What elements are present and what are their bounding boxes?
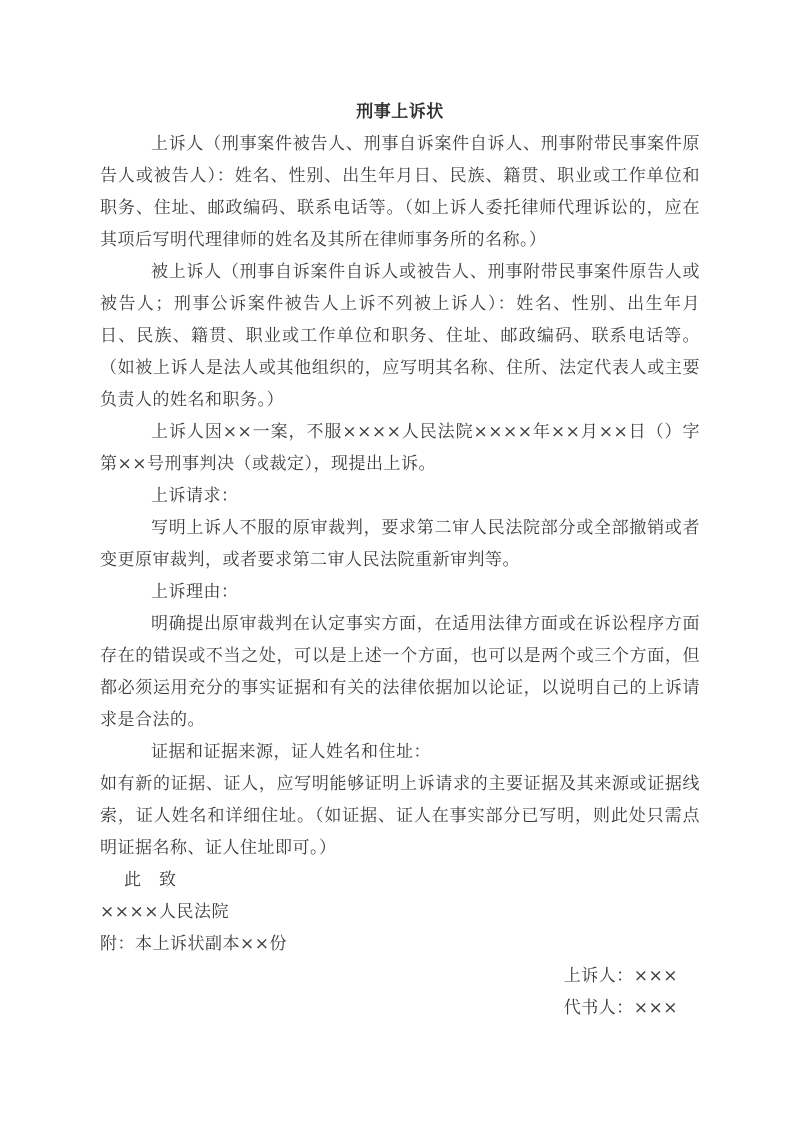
paragraph-appeal-request: 写明上诉人不服的原审裁判，要求第二审人民法院部分或全部撤销或者变更原审裁判，或者要求第二审人民法院重新审判等。	[100, 518, 700, 570]
paragraph-appellee: 被上诉人（刑事自诉案件自诉人或被告人、刑事附带民事案件原告人或被告人；刑事公诉案件被告人上诉不列被上诉人）：姓名、性别、出生年月日、民族、籍贯、职业或工作单位和职务、住址、邮政编码、联系电话等。（如被上诉人是法人或其他组织的，应写明其名称、住所、法定代表人或主要负责人的姓名和职务。）	[100, 262, 700, 410]
heading-evidence: 证据和证据来源，证人姓名和住址：	[151, 742, 431, 762]
heading-appeal-reasons: 上诉理由：	[151, 582, 239, 602]
paragraph-appellant: 上诉人（刑事案件被告人、刑事自诉案件自诉人、刑事附带民事案件原告人或被告人）：姓名、性别、出生年月日、民族、籍贯、职业或工作单位和职务、住址、邮政编码、联系电话等。（如上诉人委托律师代理诉讼的，应在其项后写明代理律师的姓名及其所在律师事务所的名称。）	[100, 134, 700, 250]
heading-appeal-request: 上诉请求：	[151, 486, 239, 506]
paragraph-case-intro: 上诉人因××一案，不服××××人民法院××××年××月××日（）字第××号刑事判决（或裁定），现提出上诉。	[100, 422, 700, 474]
signature-appellant: 上诉人：×××	[563, 966, 678, 986]
closing-attachment: 附：本上诉状副本××份	[100, 934, 287, 954]
closing-court: ××××人民法院	[100, 902, 229, 922]
signature-writer: 代书人：×××	[563, 998, 678, 1018]
signature-block	[100, 960, 700, 1024]
closing-salutation: 此 致	[124, 870, 177, 890]
paragraph-appeal-reasons: 明确提出原审裁判在认定事实方面，在适用法律方面或在诉讼程序方面存在的错误或不当之处，可以是上述一个方面，也可以是两个或三个方面，但都必须运用充分的事实证据和有关的法律依据加以论证，以说明自己的上诉请求是合法的。	[100, 614, 700, 730]
document-title: 刑事上诉状	[356, 102, 444, 122]
paragraph-evidence: 如有新的证据、证人，应写明能够证明上诉请求的主要证据及其来源或证据线索，证人姓名和详细住址。（如证据、证人在事实部分已写明，则此处只需点明证据名称、证人住址即可。）	[100, 774, 700, 858]
